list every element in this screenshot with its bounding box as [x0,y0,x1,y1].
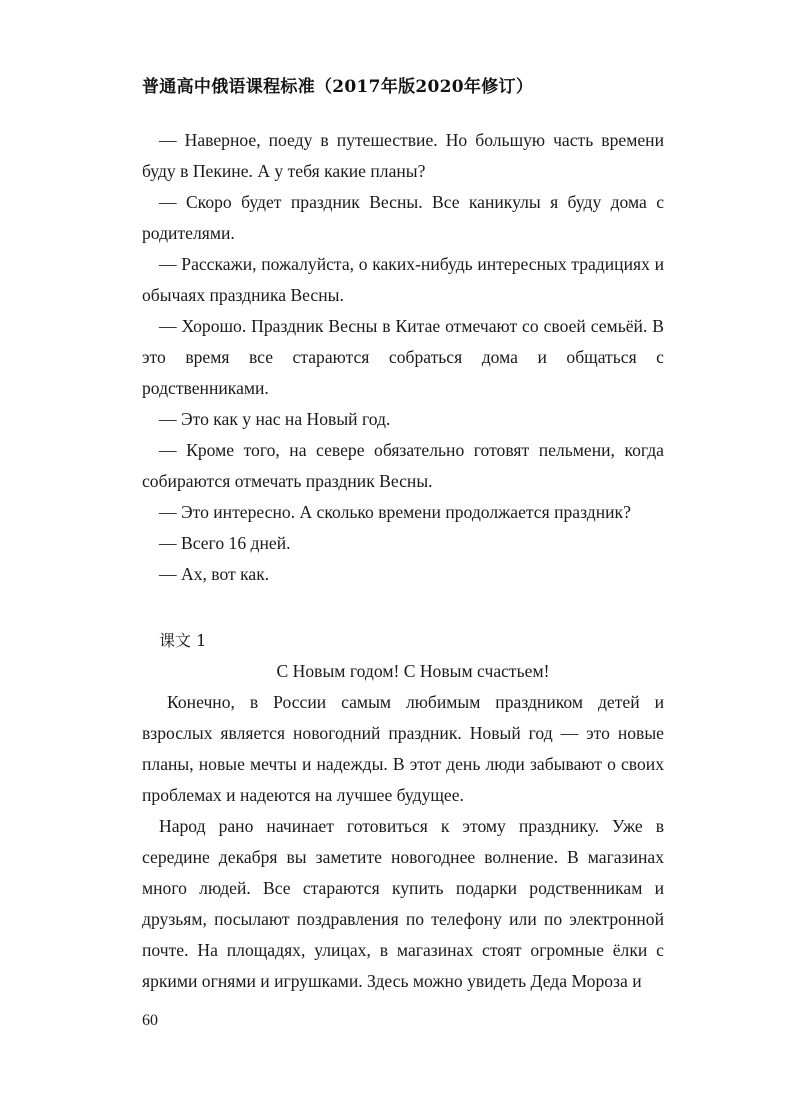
dialog-line: — Хорошо. Праздник Весны в Китае отмечают со своей семьёй. В это время все стараются собраться дома и общаться с родственниками. [142,316,664,398]
page-number: 60 [142,1012,158,1029]
dialog-line: — Это интересно. А сколько времени продолжается праздник? [159,502,631,522]
dialog-line: — Наверное, поеду в путешествие. Но большую часть времени буду в Пекине. А у тебя какие планы? [142,130,664,181]
dialog-section [142,125,664,590]
running-header: 普通高中俄语课程标准（2017年版2020年修订） [142,77,534,97]
dialog-line: — Это как у нас на Новый год. [159,409,391,429]
lesson-label: 课文 1 [159,631,207,650]
dialog-line: — Кроме того, на севере обязательно готовят пельмени, когда собираются отмечать праздник Весны. [142,440,664,491]
dialog-line: — Всего 16 дней. [159,533,291,553]
dialog-line: — Ах, вот как. [159,564,270,584]
lesson-paragraph: Народ рано начинает готовиться к этому празднику. Уже в середине декабря вы заметите новогоднее волнение. В магазинах много людей. Все стараются купить подарки родственникам и друзьям, посылают поздравления по телефону или по электронной почте. На площадях, улицах, в магазинах стоят огромные ёлки с яркими огнями и игрушками. Здесь можно увидеть Деда Мороза и [142,816,664,991]
dialog-line: — Расскажи, пожалуйста, о каких-нибудь интересных традициях и обычаях праздника Весны. [142,254,664,305]
dialog-line: — Скоро будет праздник Весны. Все каникулы я буду дома с родителями. [142,192,664,243]
lesson-paragraph: Конечно, в России самым любимым праздником детей и взрослых является новогодний праздник. Новый год — это новые планы, новые мечты и надежды. В этот день люди забывают о своих проблемах и надеются на лучшее будущее. [142,692,664,805]
lesson-title: С Новым годом! С Новым счастьем! [276,661,550,681]
lesson-section [142,625,664,997]
